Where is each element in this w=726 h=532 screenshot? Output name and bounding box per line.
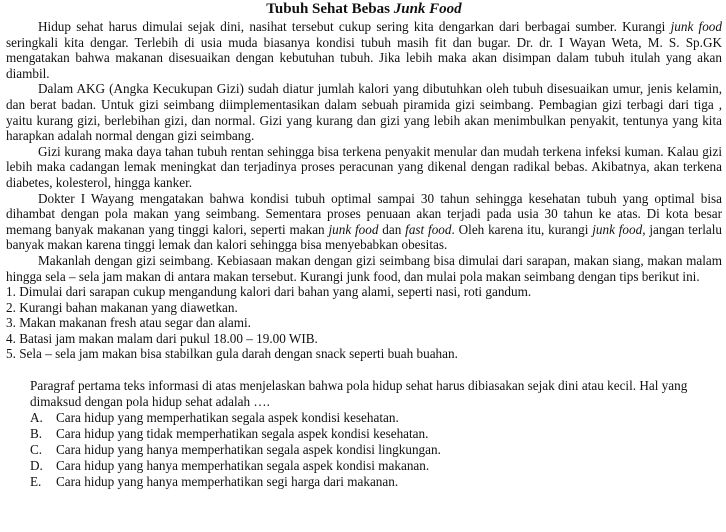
- option-text: Cara hidup yang memperhatikan segala aspek kondisi kesehatan.: [56, 410, 399, 426]
- paragraph-4-text-b: dan: [378, 221, 406, 237]
- option-letter: C.: [30, 442, 43, 458]
- answer-option-b[interactable]: [30, 426, 722, 442]
- tip-item: 2. Kurangi bahan makanan yang diawetkan.: [6, 299, 238, 315]
- paragraph-1-text-a: Hidup sehat harus dimulai sejak dini, nasihat tersebut cukup sering kita dengarkan dari berbagai sumber. Kurangi: [38, 19, 671, 34]
- tip-item: 5. Sela – sela jam makan bisa stabilkan gula darah dengan snack seperti buah buahan.: [6, 346, 458, 362]
- option-letter: E.: [30, 474, 42, 490]
- paragraph-5: Makanlah dengan gizi seimbang. Kebiasaan makan dengan gizi seimbang bisa dimulai dari sarapan, makan siang, makan malam hingga sela – sela jam makan di antara makan tersebut. Kurangi junk food, dan mulai pola makan seimbang dengan tips berikut ini.: [6, 252, 722, 284]
- paragraph-1: [6, 19, 722, 81]
- tip-item: 1. Dimulai dari sarapan cukup mengandung kalori dari bahan yang alami, seperti nasi, roti gandum.: [6, 284, 532, 300]
- answer-option-c[interactable]: [30, 442, 722, 458]
- paragraph-4-italic-a: junk food: [328, 221, 379, 237]
- question-block: [6, 378, 722, 490]
- document-title: [6, 0, 722, 19]
- paragraph-1-italic: junk food: [670, 19, 722, 34]
- option-text: Cara hidup yang hanya memperhatikan segala aspek kondisi lingkungan.: [56, 442, 441, 458]
- paragraph-4-text-c: . Oleh karena itu, kurangi: [451, 221, 593, 237]
- option-letter: A.: [30, 410, 43, 426]
- tip-item: 3. Makan makanan fresh atau segar dan alami.: [6, 315, 251, 331]
- title-italic: Junk Food: [393, 1, 462, 17]
- tip-item: 4. Batasi jam makan malam dari pukul 18.00 – 19.00 WIB.: [6, 330, 318, 346]
- answer-option-d[interactable]: [30, 458, 722, 474]
- tips-list: [6, 284, 722, 362]
- paragraph-4: [6, 191, 722, 253]
- article-body: [6, 19, 722, 284]
- option-letter: B.: [30, 426, 43, 442]
- paragraph-4-text-a: Dokter I Wayang mengatakan bahwa kondisi tubuh optimal sampai 30 tahun sehingga kesehatan tubuh yang optimal bisa dihambat dengan pola makan yang seimbang. Sementara proses penuaan akan terjadi pada usia 30 tahun ke atas. Di kota besar memang banyak makanan yang tinggi kalori, seperti makan: [6, 190, 722, 237]
- paragraph-2: Dalam AKG (Angka Kecukupan Gizi) sudah diatur jumlah kalori yang dibutuhkan oleh tubuh disesuaikan umur, jenis kelamin, dan berat badan. Untuk gizi seimbang diimplementasikan dalam sebuah piramida gizi seimbang. Pembagian gizi terbagi dari tiga , yaitu kurang gizi, berlebihan gizi, dan normal. Gizi yang kurang dan gizi yang lebih akan menimbulkan penyakit, tentunya yang kita harapkan adalah normal dengan gizi seimbang.: [6, 81, 722, 144]
- option-text: Cara hidup yang hanya memperhatikan segi harga dari makanan.: [56, 474, 399, 490]
- paragraph-4-italic-b: fast food: [405, 221, 452, 237]
- option-text: Cara hidup yang hanya memperhatikan segala aspek kondisi makanan.: [56, 458, 430, 474]
- option-letter: D.: [30, 458, 43, 474]
- option-text: Cara hidup yang tidak memperhatikan segala aspek kondisi kesehatan.: [56, 426, 429, 442]
- paragraph-3: Gizi kurang maka daya tahan tubuh rentan sehingga bisa terkena penyakit menular dan mudah terkena infeksi kuman. Kalau gizi lebih maka cadangan lemak meningkat dan terjadinya proses peracunan yang dikenal dengan radikal bebas. Akibatnya, akan terkena diabetes, kolesterol, hingga kanker.: [6, 143, 722, 190]
- title-plain: Tubuh Sehat Bebas: [266, 1, 394, 17]
- paragraph-4-italic-c: junk food,: [592, 221, 646, 237]
- answer-options: [30, 410, 722, 490]
- answer-option-a[interactable]: [30, 410, 722, 426]
- paragraph-4-text-d: jangan terlalu banyak makan karena tinggi lemak dan kalori sehingga bisa menyebabkan obesitas.: [6, 221, 722, 253]
- answer-option-e[interactable]: [30, 474, 722, 490]
- paragraph-1-text-b: seringkali kita dengar. Terlebih di usia muda biasanya kondisi tubuh masih fit dan bugar. Dr. dr. I Wayan Weta, M. S. Sp.GK mengatakan bahwa makanan disesuaikan dengan kebutuhan tubuh. Jika lebih maka akan disimpan dalam tubuh itulah yang akan diambil.: [6, 34, 722, 81]
- question-stem: Paragraf pertama teks informasi di atas menjelaskan bahwa pola hidup sehat harus dibiasakan sejak dini atau kecil. Hal yang dimaksud dengan pola hidup sehat adalah ….: [30, 378, 688, 410]
